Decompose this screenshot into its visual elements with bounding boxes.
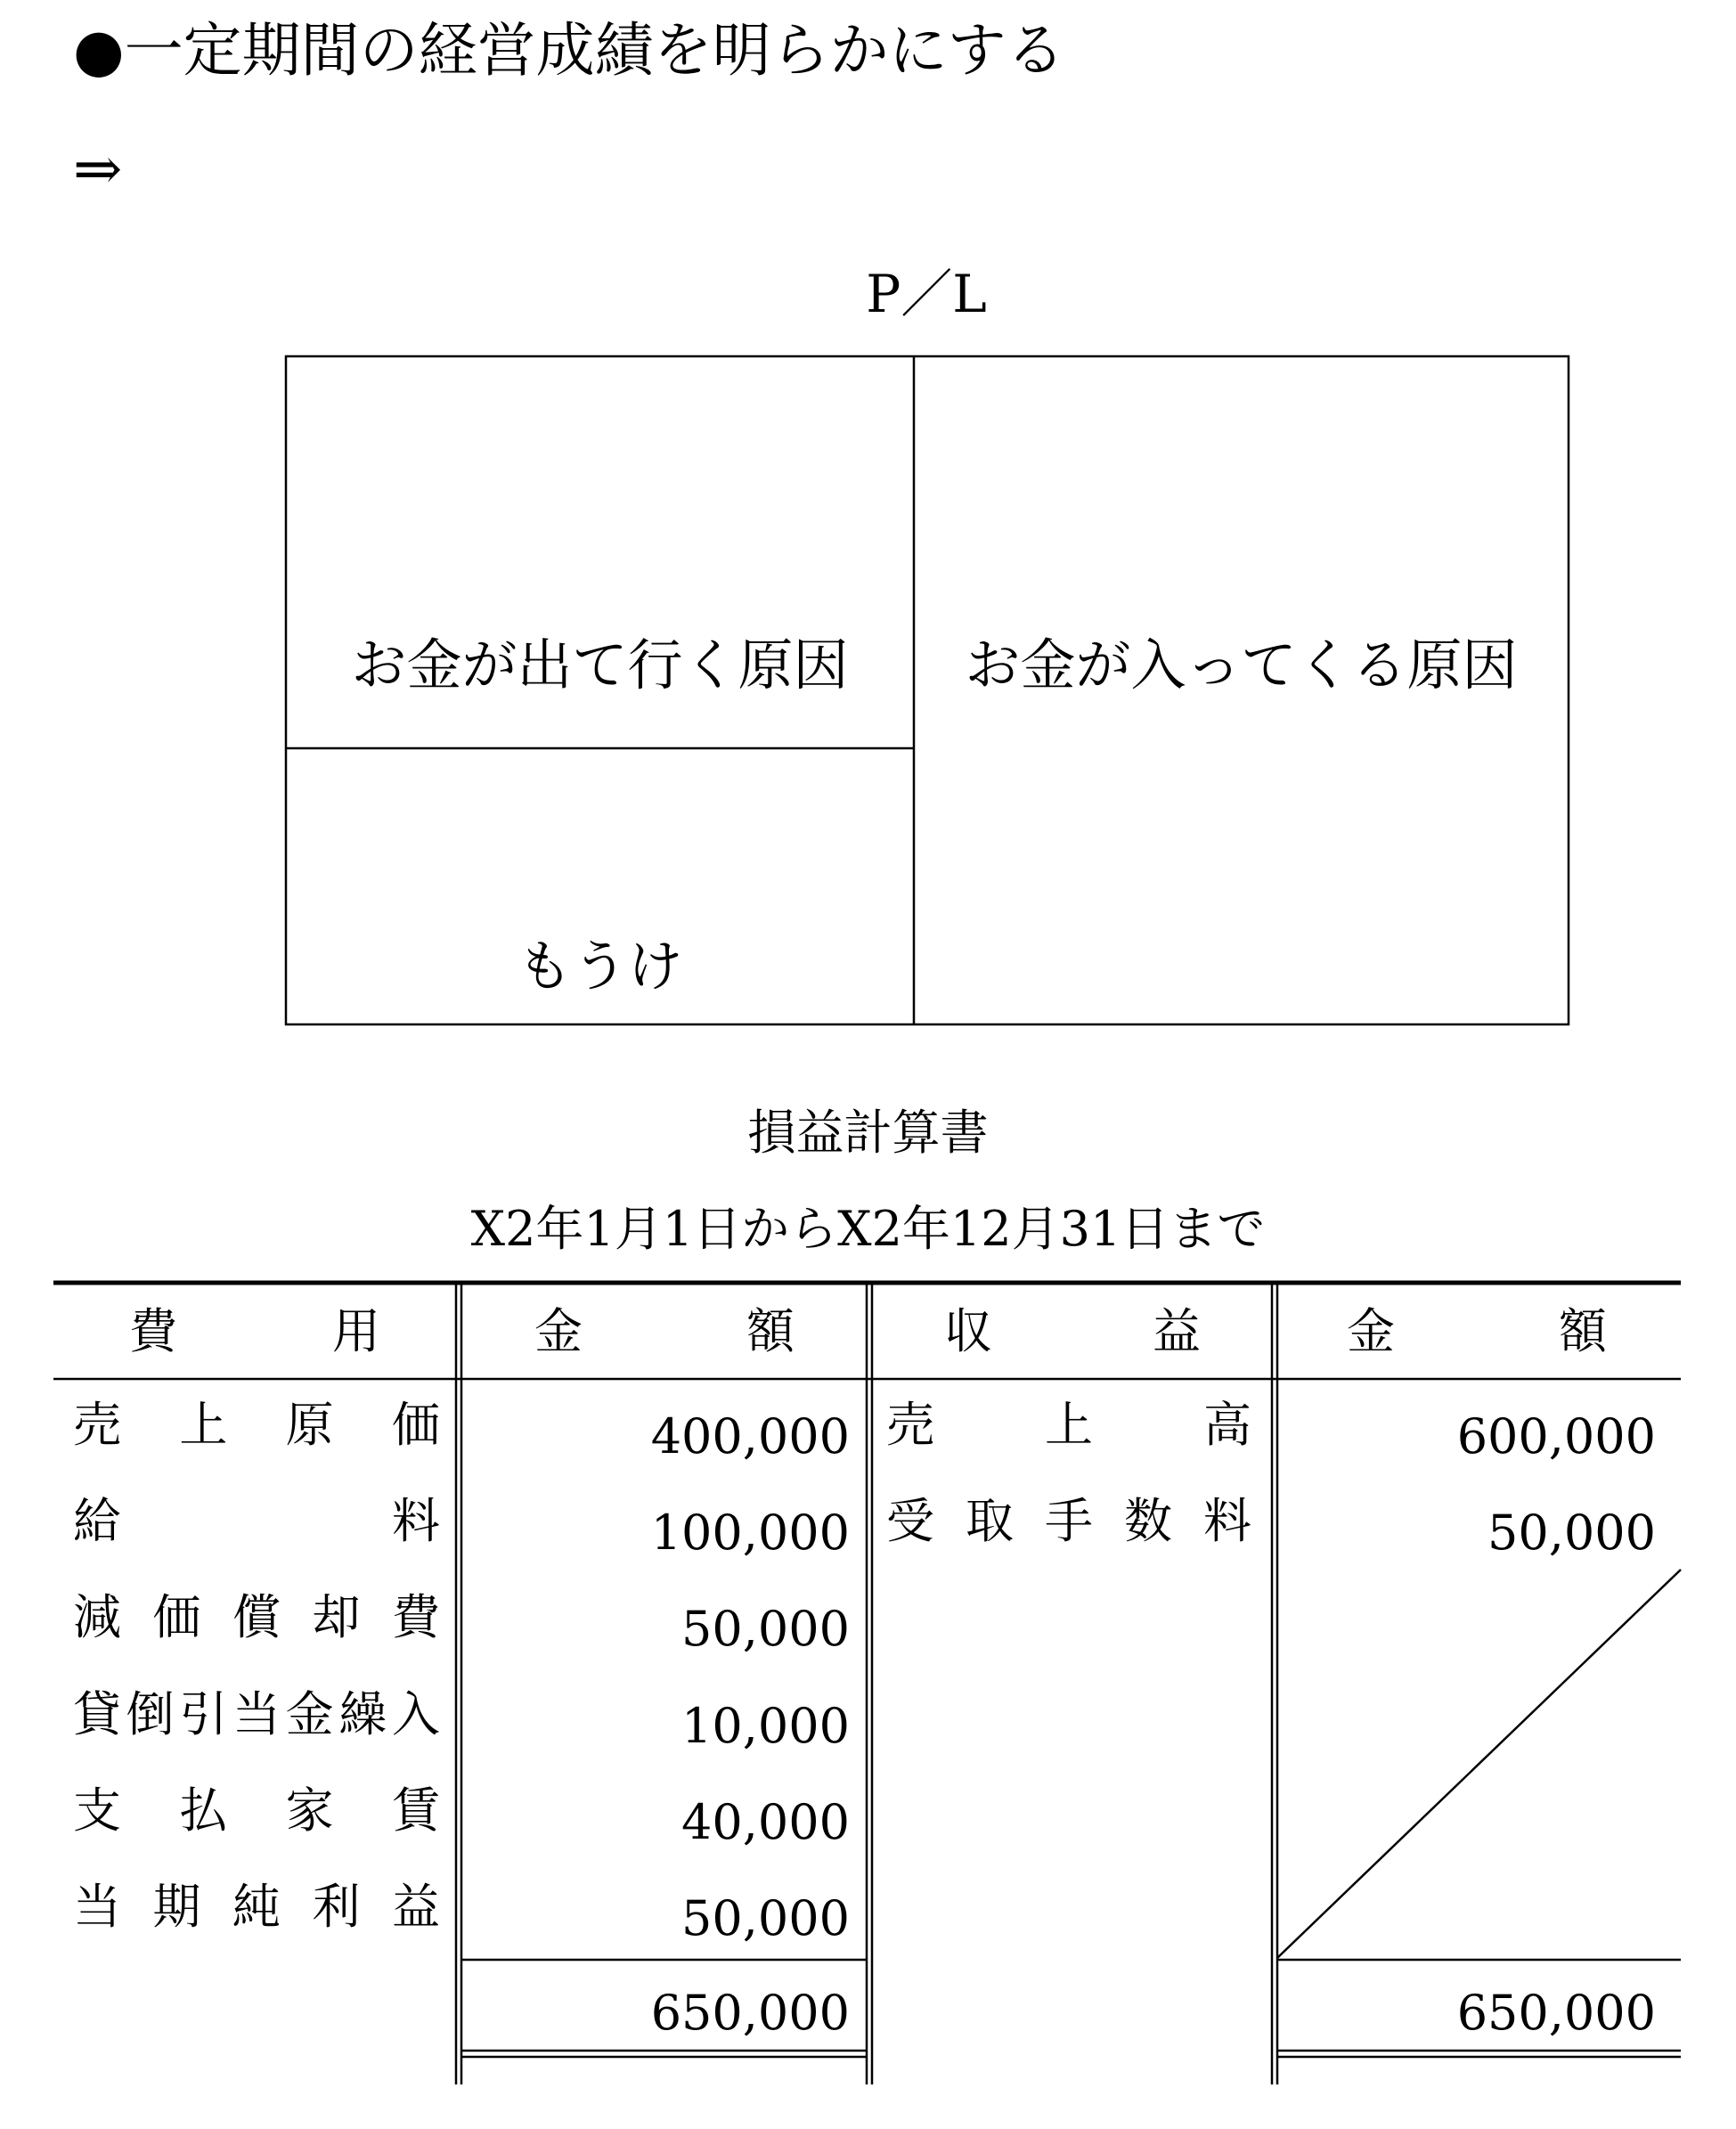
arrow-symbol: ⇒ — [73, 135, 123, 203]
revenue-amount-sales: 600,000 — [1456, 1408, 1656, 1464]
expense-amount-cost-of-sales: 400,000 — [650, 1408, 850, 1464]
expense-amount-depreciation: 50,000 — [681, 1601, 850, 1657]
expense-label-rent: 支 払 家 賃 — [73, 1782, 440, 1839]
expense-label-depreciation: 減 価 償 却 費 — [73, 1589, 440, 1645]
pl-profit: もうけ — [517, 934, 683, 999]
header-revenue: 収 益 — [944, 1303, 1201, 1359]
header-amount-expense: 金 額 — [534, 1303, 795, 1359]
revenue-label-fees: 受 取 手 数 料 — [886, 1493, 1251, 1549]
statement-title: 損益計算書 — [747, 1105, 989, 1161]
expense-label-bad-debt: 貸 倒 引 当 金 繰 入 — [73, 1686, 440, 1742]
pl-expense-cause: お金が出て行く原因 — [351, 632, 849, 697]
expense-amount-bad-debt: 10,000 — [681, 1698, 850, 1754]
header-amount-revenue: 金 額 — [1347, 1303, 1607, 1359]
expense-label-net-income: 当 期 純 利 益 — [73, 1879, 440, 1935]
expense-label-salaries: 給 料 — [73, 1493, 440, 1549]
expense-total: 650,000 — [650, 1985, 850, 2041]
revenue-label-sales: 売 上 高 — [886, 1397, 1251, 1453]
expense-amount-salaries: 100,000 — [650, 1505, 850, 1561]
pl-diagram-title: P／L — [866, 264, 987, 324]
expense-label-cost-of-sales: 売 上 原 価 — [73, 1397, 440, 1453]
revenue-amount-fees: 50,000 — [1487, 1505, 1656, 1561]
revenue-total: 650,000 — [1456, 1985, 1656, 2041]
expense-amount-rent: 40,000 — [681, 1794, 850, 1850]
statement-period: X2年1月1日からX2年12月31日まで — [470, 1201, 1266, 1257]
blank-space-diagonal — [1277, 1570, 1681, 1958]
pl-revenue-cause: お金が入ってくる原因 — [965, 632, 1518, 697]
expense-amount-net-income: 50,000 — [681, 1890, 850, 1946]
header-expense: 費 用 — [129, 1303, 380, 1359]
page-heading: ●一定期間の経営成績を明らかにする — [73, 16, 1065, 85]
